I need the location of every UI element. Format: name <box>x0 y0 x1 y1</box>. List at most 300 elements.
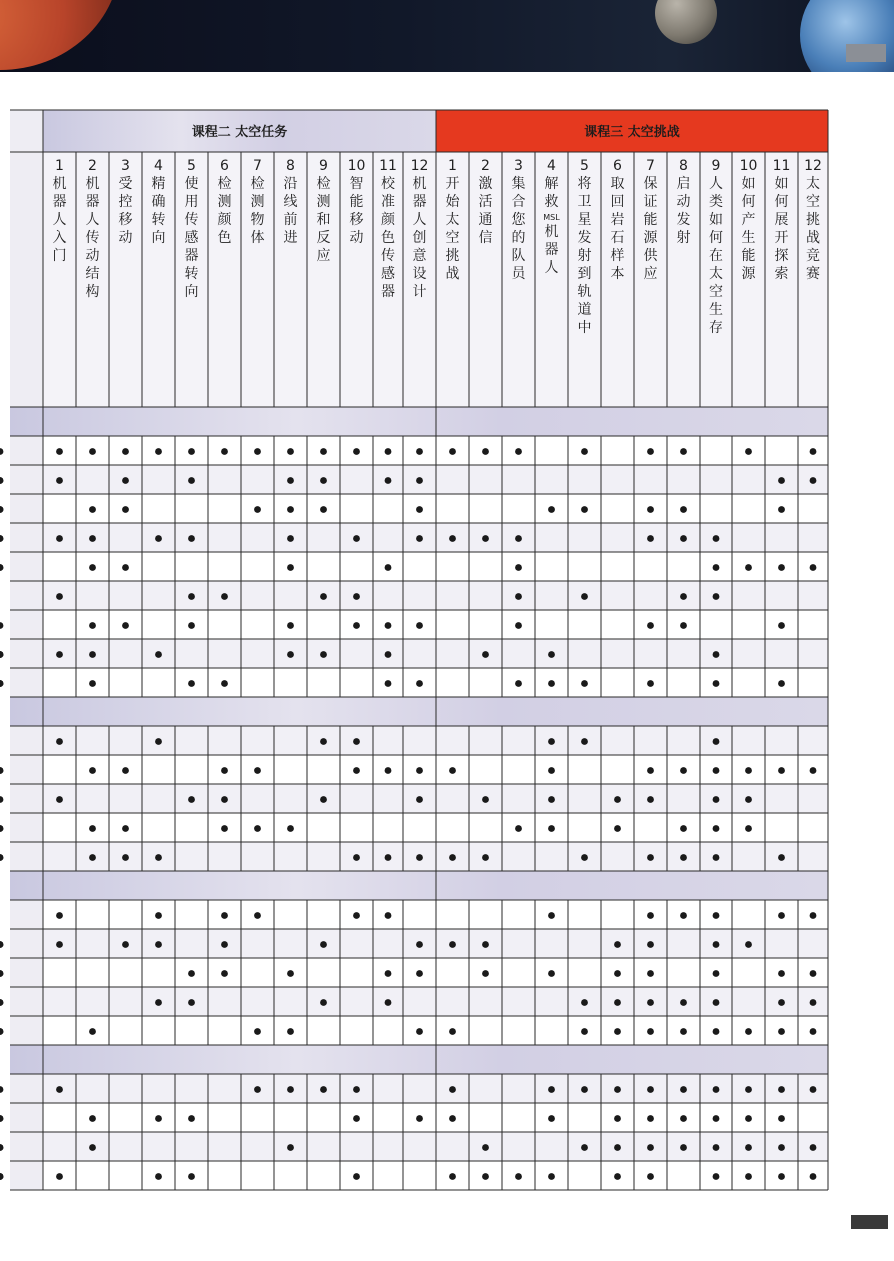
skill-dot <box>482 651 489 658</box>
skill-dot <box>188 1115 195 1122</box>
lesson-title-char: 器 <box>184 248 199 264</box>
skill-dot <box>0 535 3 542</box>
lesson-title-char: 挑 <box>445 248 460 264</box>
skill-dot <box>385 651 392 658</box>
lesson-title-char: 中 <box>577 320 592 336</box>
lesson-title-char: 石 <box>610 230 625 246</box>
skill-dot <box>713 767 720 774</box>
skill-dot <box>287 506 294 513</box>
skill-dot <box>0 1144 3 1151</box>
skill-dot <box>155 854 162 861</box>
lesson-title-char: 如 <box>774 176 789 192</box>
skill-dot <box>449 854 456 861</box>
skill-dot <box>713 1173 720 1180</box>
skill-dot <box>614 1115 621 1122</box>
skill-dot <box>385 912 392 919</box>
skill-dot <box>188 477 195 484</box>
lesson-title-char: 物 <box>250 212 265 228</box>
lesson-header <box>773 158 791 282</box>
lesson-title-char: 挑 <box>806 212 820 228</box>
skill-dot <box>614 1028 621 1035</box>
skill-dot <box>0 477 3 484</box>
skill-dot <box>416 970 423 977</box>
skill-dot <box>614 1173 621 1180</box>
skill-dot <box>647 622 654 629</box>
skill-dot <box>614 999 621 1006</box>
skill-dot <box>515 593 522 600</box>
skill-dot <box>89 1144 96 1151</box>
lesson-title-char: 机 <box>412 176 427 192</box>
lesson-title-char: 存 <box>709 320 723 336</box>
skill-dot <box>778 1173 785 1180</box>
skill-dot <box>745 941 752 948</box>
lesson-title-char: 空 <box>806 194 820 210</box>
lesson-title-char: 应 <box>643 266 658 282</box>
lesson-title-char: 人 <box>412 212 427 228</box>
skill-dot <box>713 651 720 658</box>
skill-dot <box>155 1115 162 1122</box>
skill-dot <box>188 622 195 629</box>
skill-dot <box>778 1086 785 1093</box>
skill-dot <box>778 970 785 977</box>
lesson-title-char: 人 <box>709 176 723 192</box>
skill-dot <box>416 448 423 455</box>
skill-dot <box>287 535 294 542</box>
skill-dot <box>449 1173 456 1180</box>
lesson-title-char: 生 <box>709 302 723 318</box>
lesson-title-char: 人 <box>544 260 559 276</box>
skill-dot <box>614 1086 621 1093</box>
skill-dot <box>221 941 228 948</box>
skill-dot <box>287 970 294 977</box>
skill-dot <box>122 622 129 629</box>
lesson-title-char: 动 <box>349 230 364 246</box>
skill-dot <box>778 854 785 861</box>
skill-dot <box>416 506 423 513</box>
lesson-title-char: 何 <box>774 194 789 210</box>
lesson-title-char: 测 <box>250 194 265 210</box>
lesson-header <box>804 158 822 282</box>
skill-dot <box>810 564 817 571</box>
lesson-number: 6 <box>613 158 622 174</box>
skill-dot <box>89 651 96 658</box>
lesson-title-char: 构 <box>85 284 100 300</box>
skill-dot <box>810 1173 817 1180</box>
skill-dot <box>713 854 720 861</box>
lesson-title-char: 保 <box>643 176 658 192</box>
lesson-header <box>740 158 758 282</box>
skill-dot <box>56 941 63 948</box>
skill-dot <box>56 535 63 542</box>
lesson-header <box>446 158 461 282</box>
skill-dot <box>680 1115 687 1122</box>
skill-dot <box>548 680 555 687</box>
skill-dot <box>581 738 588 745</box>
skill-dot <box>287 477 294 484</box>
lesson-title-char: 控 <box>118 194 133 210</box>
lesson-title-char: 岩 <box>610 212 625 228</box>
skill-dot <box>810 448 817 455</box>
lesson-title-char: 射 <box>676 230 691 246</box>
skill-dot <box>680 767 687 774</box>
lesson-title-char: 到 <box>577 266 592 282</box>
lesson-title-char: 探 <box>774 248 789 264</box>
skill-dot <box>713 912 720 919</box>
skill-dot <box>122 564 129 571</box>
skill-dot <box>320 738 327 745</box>
skill-dot <box>188 593 195 600</box>
lesson-title-char: 受 <box>118 176 133 192</box>
skill-dot <box>614 970 621 977</box>
lesson-title-char: 感 <box>184 230 199 246</box>
lesson-header <box>348 158 366 246</box>
skill-dot <box>548 767 555 774</box>
skill-dot <box>385 448 392 455</box>
skill-dot <box>713 941 720 948</box>
skill-dot <box>221 970 228 977</box>
skill-dot <box>647 1173 654 1180</box>
skill-dot <box>778 477 785 484</box>
skill-dot <box>287 448 294 455</box>
skill-dot <box>713 999 720 1006</box>
skill-dot <box>778 1028 785 1035</box>
lesson-title-char: 发 <box>577 230 592 246</box>
skill-dot <box>515 680 522 687</box>
lesson-number: 5 <box>580 158 589 174</box>
skill-dot <box>745 564 752 571</box>
skill-dot <box>320 796 327 803</box>
skill-dot <box>287 564 294 571</box>
skill-dot <box>680 854 687 861</box>
skill-dot <box>548 796 555 803</box>
skill-dot <box>745 448 752 455</box>
lesson-title-char: 传 <box>85 230 100 246</box>
skill-dot <box>482 941 489 948</box>
skill-dot <box>155 1173 162 1180</box>
lesson-title-char: 测 <box>316 194 331 210</box>
skill-dot <box>515 448 522 455</box>
skill-dot <box>680 999 687 1006</box>
lesson-number: 9 <box>319 158 328 174</box>
skill-dot <box>614 825 621 832</box>
skill-dot <box>680 448 687 455</box>
skill-dot <box>548 1115 555 1122</box>
lesson-title-char: 移 <box>118 212 133 228</box>
skill-dot <box>449 535 456 542</box>
skill-dot <box>647 796 654 803</box>
skill-dot <box>581 506 588 513</box>
skill-dot <box>320 506 327 513</box>
skill-dot <box>745 1115 752 1122</box>
lesson-number: 5 <box>187 158 196 174</box>
lesson-title-char: 源 <box>643 230 658 246</box>
skill-dot <box>320 941 327 948</box>
lesson-title-char: 将 <box>577 176 592 192</box>
lesson-title-char: 校 <box>381 176 395 192</box>
lesson-title-char: 智 <box>349 176 364 192</box>
lesson-title-char: 类 <box>709 194 723 210</box>
lesson-number: 2 <box>481 158 490 174</box>
lesson-title-char: 展 <box>774 212 789 228</box>
skill-dot <box>449 767 456 774</box>
lesson-number: 1 <box>55 158 64 174</box>
lesson-title-char: 用 <box>184 194 199 210</box>
skill-dot <box>745 1028 752 1035</box>
skill-dot <box>254 825 261 832</box>
lesson-number: 12 <box>804 158 822 174</box>
skill-dot <box>482 854 489 861</box>
skill-dot <box>778 680 785 687</box>
lesson-number: 8 <box>286 158 295 174</box>
skill-dot <box>353 1173 360 1180</box>
skill-dot <box>647 448 654 455</box>
lesson-title-char: 星 <box>577 212 592 228</box>
lesson-title-char: 向 <box>184 284 199 300</box>
skill-dot <box>155 912 162 919</box>
skill-dot <box>353 854 360 861</box>
skill-dot <box>89 854 96 861</box>
skill-dot <box>0 999 3 1006</box>
lesson-title-char: 能 <box>349 194 364 210</box>
skill-dot <box>416 622 423 629</box>
lesson-title-char: 合 <box>511 194 526 210</box>
skill-dot <box>647 970 654 977</box>
skill-dot <box>287 651 294 658</box>
lesson-number: 2 <box>88 158 97 174</box>
lesson-title-char: 的 <box>511 230 526 246</box>
lesson-header <box>512 158 527 282</box>
lesson-title-char: 转 <box>151 212 166 228</box>
skill-dot <box>449 941 456 948</box>
skill-dot <box>581 1086 588 1093</box>
skill-dot <box>56 448 63 455</box>
skill-dot <box>416 1028 423 1035</box>
skill-dot <box>449 448 456 455</box>
lesson-title-char: 向 <box>151 230 166 246</box>
skill-dot <box>449 1115 456 1122</box>
lesson-title-char: 创 <box>412 230 427 246</box>
lesson-title-char: 太 <box>445 212 460 228</box>
skill-dot <box>614 1144 621 1151</box>
skill-dot <box>385 854 392 861</box>
skill-dot <box>0 564 3 571</box>
lesson-title-char: 轨 <box>577 284 592 300</box>
lesson-title-char: 动 <box>118 230 133 246</box>
skill-dot <box>155 941 162 948</box>
skill-dot <box>89 1115 96 1122</box>
skill-dot <box>416 1115 423 1122</box>
lesson-title-char: 意 <box>412 248 427 264</box>
skill-dot <box>221 448 228 455</box>
skill-dot <box>778 999 785 1006</box>
skill-dot <box>482 970 489 977</box>
skill-dot <box>482 1144 489 1151</box>
skill-dot <box>122 825 129 832</box>
lesson-title-char: 取 <box>610 176 625 192</box>
skill-dot <box>680 912 687 919</box>
lesson-title-char: 空 <box>709 284 723 300</box>
skill-dot <box>122 767 129 774</box>
lesson-title-char: 器 <box>52 194 67 210</box>
skill-dot <box>385 970 392 977</box>
skill-dot <box>680 622 687 629</box>
skill-dot <box>188 999 195 1006</box>
lesson-title-char: 颜 <box>381 212 395 228</box>
skill-dot <box>89 767 96 774</box>
skill-dot <box>713 1028 720 1035</box>
skill-dot <box>515 535 522 542</box>
skill-dot <box>548 506 555 513</box>
lesson-title-char: 器 <box>544 242 559 258</box>
skill-dot <box>320 477 327 484</box>
skill-dot <box>56 651 63 658</box>
skill-dot <box>548 970 555 977</box>
skill-dot <box>385 999 392 1006</box>
skill-dot <box>254 1028 261 1035</box>
skill-dot <box>581 1028 588 1035</box>
skill-dot <box>515 564 522 571</box>
lesson-number: 8 <box>679 158 688 174</box>
lesson-title-char: 沿 <box>283 176 298 192</box>
skill-dot <box>221 680 228 687</box>
skill-dot <box>581 854 588 861</box>
skill-dot <box>385 622 392 629</box>
lesson-title-char: 战 <box>445 266 460 282</box>
skill-dot <box>680 535 687 542</box>
skill-dot <box>254 912 261 919</box>
skill-dot <box>353 1115 360 1122</box>
lesson-title-char: 证 <box>643 194 658 210</box>
skill-dot <box>713 970 720 977</box>
lesson-title-char: 检 <box>217 176 232 192</box>
lesson-title-char: 信 <box>478 230 493 246</box>
skill-dot <box>320 448 327 455</box>
skill-dot <box>713 564 720 571</box>
skill-dot <box>810 1028 817 1035</box>
lesson-title-char: 解 <box>544 176 559 192</box>
lesson-title-char: 本 <box>610 266 625 282</box>
lesson-title-char: 动 <box>85 248 100 264</box>
skill-dot <box>713 1115 720 1122</box>
skill-dot <box>745 825 752 832</box>
lesson-title-char: 索 <box>774 266 789 282</box>
lesson-title-char: 入 <box>52 230 67 246</box>
skill-dot <box>515 622 522 629</box>
skill-dot <box>89 622 96 629</box>
lesson-number: 10 <box>739 158 758 174</box>
skill-dot <box>155 535 162 542</box>
lesson-title-char: 道 <box>577 302 592 318</box>
skill-dot <box>287 1144 294 1151</box>
lesson-title-char: 启 <box>676 176 691 192</box>
lesson-number: 11 <box>772 158 791 174</box>
lesson-title-char: 门 <box>52 248 67 264</box>
skill-dot <box>122 477 129 484</box>
skill-dot <box>581 999 588 1006</box>
skill-dot <box>56 912 63 919</box>
skill-dot <box>353 738 360 745</box>
skill-dot <box>56 1173 63 1180</box>
skill-dot <box>548 1086 555 1093</box>
skill-dot <box>89 506 96 513</box>
skill-dot <box>647 1144 654 1151</box>
skill-dot <box>353 448 360 455</box>
skill-dot <box>647 1028 654 1035</box>
lesson-title-char: 发 <box>676 212 691 228</box>
skill-dot <box>0 767 3 774</box>
skill-dot <box>581 680 588 687</box>
skill-dot <box>647 1086 654 1093</box>
lesson-title-char: 卫 <box>577 194 592 210</box>
skill-dot <box>89 825 96 832</box>
lesson-number: 4 <box>154 158 163 174</box>
skill-dot <box>89 680 96 687</box>
skill-dot <box>0 941 3 948</box>
skill-dot <box>122 448 129 455</box>
skill-dot <box>515 1173 522 1180</box>
skill-dot <box>778 622 785 629</box>
skill-dot <box>778 912 785 919</box>
skill-dot <box>155 651 162 658</box>
skill-dot <box>56 593 63 600</box>
skill-dot <box>548 825 555 832</box>
lesson-title-char: 传 <box>184 212 199 228</box>
skill-dot <box>385 680 392 687</box>
skill-dot <box>745 1144 752 1151</box>
skill-dot <box>581 593 588 600</box>
skill-dot <box>353 912 360 919</box>
lesson-title-char: 器 <box>381 284 395 300</box>
skill-dot <box>482 535 489 542</box>
lesson-number: 9 <box>711 158 721 174</box>
lesson-title-char: 色 <box>381 230 395 246</box>
skill-dot <box>353 593 360 600</box>
skill-dot <box>745 1173 752 1180</box>
lesson-title-char: 转 <box>184 266 199 282</box>
lesson-title-char: 赛 <box>806 266 820 282</box>
lesson-title-char: 队 <box>511 248 526 264</box>
lesson-title-char: 准 <box>381 194 395 210</box>
lesson-number: 6 <box>220 158 229 174</box>
skill-dot <box>89 448 96 455</box>
lesson-title-char: 在 <box>709 248 723 264</box>
skill-dot <box>810 767 817 774</box>
skill-dot <box>385 564 392 571</box>
lesson-title-char: 您 <box>511 212 526 228</box>
skill-dot <box>188 1173 195 1180</box>
lesson-number: 11 <box>379 158 397 174</box>
skill-dot <box>647 535 654 542</box>
skill-dot <box>745 1086 752 1093</box>
skill-dot <box>416 477 423 484</box>
lesson-number: 7 <box>253 158 262 174</box>
lesson-title-char: 机 <box>85 176 100 192</box>
skill-dot <box>778 1144 785 1151</box>
skill-dot <box>745 767 752 774</box>
lesson-title-char: 线 <box>283 194 298 210</box>
skill-dot <box>385 767 392 774</box>
skill-dot <box>0 825 3 832</box>
skill-dot <box>0 1173 3 1180</box>
skill-dot <box>0 1028 3 1035</box>
skill-dot <box>221 912 228 919</box>
skill-dot <box>122 854 129 861</box>
skill-dot <box>221 796 228 803</box>
skill-dot <box>647 767 654 774</box>
skill-dot <box>680 1144 687 1151</box>
lesson-title-char: 结 <box>85 266 100 282</box>
skill-dot <box>713 796 720 803</box>
